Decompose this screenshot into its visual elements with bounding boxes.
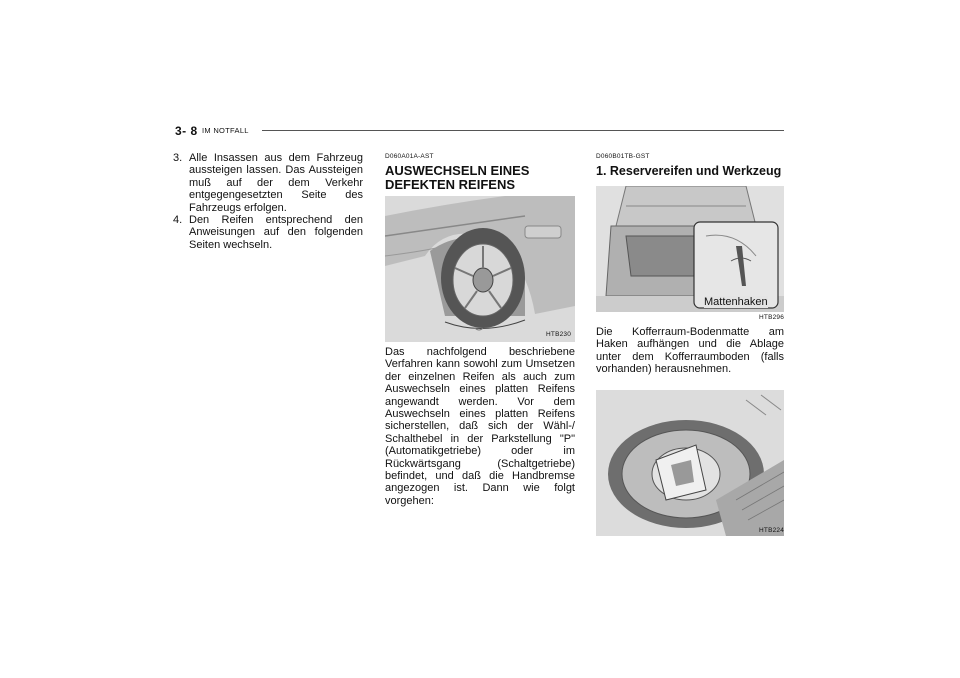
list-item-number: 3. xyxy=(173,152,183,164)
section-code: D060A01A-AST xyxy=(385,153,434,160)
list-item xyxy=(173,152,363,214)
spare-tire-illustration xyxy=(596,390,784,536)
section-heading xyxy=(385,164,575,192)
car-wheel-illustration xyxy=(385,196,575,342)
spare-tire-drawing xyxy=(596,390,784,536)
trunk-drawing xyxy=(596,186,784,312)
section-code: D060B01TB-GST xyxy=(596,153,650,160)
figure-code: HTB224 xyxy=(759,527,785,534)
page-number: 3- 8 xyxy=(175,124,198,138)
mattenhaken-label: Mattenhaken xyxy=(704,296,768,308)
list-item xyxy=(173,214,363,251)
section-paragraph: Die Kofferraum-Bodenmatte am Haken aufhängen und die Ablage unter dem Kofferraumboden (falls vorhanden) herausnehmen. xyxy=(596,326,784,376)
heading-line-1: AUSWECHSELN EINES xyxy=(385,163,530,178)
figure-code: HTB230 xyxy=(546,331,572,338)
list-item-number: 4. xyxy=(173,214,183,227)
instruction-list xyxy=(173,152,363,251)
heading-line-2: DEFEKTEN REIFENS xyxy=(385,177,516,192)
trunk-illustration xyxy=(596,186,784,312)
list-item-text: Den Reifen entsprechend den Anweisungen auf den folgenden Seiten wechseln. xyxy=(189,214,363,251)
section-paragraph: Das nachfolgend beschriebene Verfahren kann sowohl zum Umsetzen der einzelnen Reifen als auch zum Auswechseln eines platten Reifens angewandt werden. Vor dem Auswechseln eines platten Reifens sicherstellen, daß sich der Wähl-/ Schalthebel in der Parkstellung "P" (Automatikgetriebe) oder im Rückwärtsgang (Schaltgetriebe) befindet, und daß die Handbremse angezogen ist. Dann wie folgt vorgehen: xyxy=(385,346,575,507)
header-rule xyxy=(262,130,784,131)
figure-code: HTB296 xyxy=(759,314,785,321)
list-item-text: Alle Insassen aus dem Fahrzeug aussteigen lassen. Das Aussteigen muß auf der dem Verkehr entgegengesetzten Seite des Fahrzeugs erfolgen. xyxy=(189,152,363,214)
car-wheel-drawing xyxy=(385,196,575,342)
section-title: IM NOTFALL xyxy=(202,126,249,135)
section-heading: 1. Reservereifen und Werkzeug xyxy=(596,164,782,178)
